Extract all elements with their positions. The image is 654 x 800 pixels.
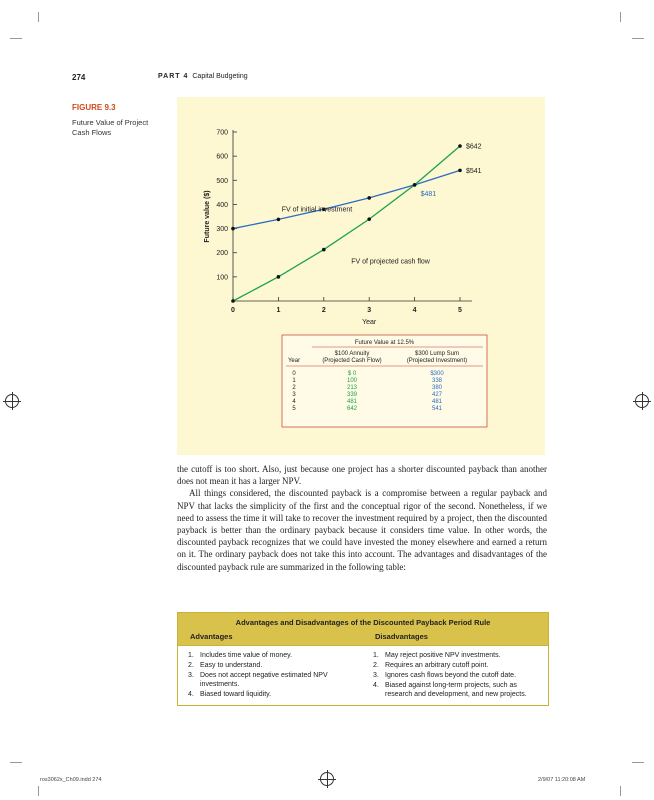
registration-mark-icon	[320, 772, 334, 786]
x-tick-label: 1	[276, 307, 281, 314]
table-cell-year: 3	[292, 392, 296, 398]
y-tick-label: 300	[216, 226, 228, 234]
disadvantage-item	[373, 652, 540, 661]
data-point	[413, 183, 417, 187]
y-tick-label: 600	[216, 153, 228, 161]
y-axis-label: Future value ($)	[204, 190, 211, 243]
item-number: 2.	[188, 662, 194, 670]
item-number: 1.	[373, 652, 379, 659]
table-cell-annuity: 100	[346, 378, 358, 384]
figure-caption: Future Value of Project Cash Flows	[72, 118, 149, 137]
data-point	[277, 275, 281, 279]
value-table-title: Future Value at 12.5%	[354, 340, 415, 346]
crop-mark	[38, 12, 39, 22]
series-label-initial-investment: FV of initial investment	[281, 206, 353, 214]
page-number: 274	[72, 73, 86, 82]
footer-date: 2/9/07 11:20:08 AM	[538, 777, 586, 783]
data-point	[458, 144, 462, 148]
crop-mark	[620, 12, 621, 22]
data-point	[322, 248, 326, 252]
table-cell-lump: 427	[431, 392, 443, 398]
item-text: Easy to understand.	[200, 662, 263, 670]
table-cell-lump: 481	[431, 399, 443, 405]
x-tick-label: 3	[367, 307, 372, 314]
running-header	[158, 73, 248, 80]
disadvantages-heading: Disadvantages	[375, 632, 428, 641]
x-axis-label: Year	[362, 319, 377, 326]
table-title: Advantages and Disadvantages of the Discounted Payback Period Rule	[178, 613, 548, 630]
x-tick-label: 5	[458, 307, 462, 314]
crop-mark	[10, 762, 22, 763]
advantage-item	[188, 662, 355, 671]
paragraph: the cutoff is too short. Also, just because one project has a shorter discounted payback than another does not mean it has a larger NPV.	[177, 464, 547, 487]
column-header-annuity: $100 Annuity	[334, 351, 370, 357]
table-cell-lump: 541	[431, 406, 443, 412]
table-cell-annuity: 339	[346, 392, 358, 398]
item-text: Biased toward liquidity.	[200, 690, 272, 698]
advantage-item	[188, 691, 355, 700]
footer-file: ros3062x_Ch09.indd 274	[40, 777, 102, 783]
table-cell-annuity: 481	[346, 399, 358, 405]
advantages-list	[178, 652, 363, 701]
column-subheader-annuity: (Projected Cash Flow)	[322, 358, 382, 364]
table-cell-year: 4	[292, 399, 296, 405]
figure-panel	[177, 97, 545, 455]
table-header	[178, 630, 548, 646]
table-cell-year: 1	[292, 378, 296, 384]
item-number: 3.	[373, 672, 379, 680]
advantage-item	[188, 672, 355, 689]
series-line-cash-flow	[233, 146, 460, 301]
crop-mark	[10, 38, 22, 39]
x-tick-label: 2	[321, 307, 326, 314]
table-cell-year: 0	[292, 371, 296, 377]
advantages-heading: Advantages	[190, 632, 233, 641]
item-number: 3.	[188, 672, 194, 680]
series-label-cash-flow: FV of projected cash flow	[351, 258, 430, 266]
crossover-label: $481	[420, 190, 437, 198]
end-value-label-cash-flow: $642	[466, 143, 482, 151]
item-text: Ignores cash flows beyond the cutoff date.	[385, 672, 517, 680]
part-label: PART 4	[158, 73, 189, 80]
paragraph: All things considered, the discounted payback is a compromise between a regular payback and NPV that lacks the simplicity of the first and the conceptual rigor of the second. Nonetheless, if we need to assess the time it will take to recover the investment required by a project, then the discounted payback is better than the ordinary payback because it considers time value. In other words, the discounted payback recognizes that we could have invested the money elsewhere and earned a return on it. The ordinary payback does not take this into account. The advantages and disadvantages of the discounted payback rule are summarized in the following table:	[177, 488, 547, 572]
body-text	[177, 463, 547, 573]
data-point	[277, 218, 281, 222]
crop-mark	[38, 786, 39, 796]
table-cell-year: 2	[292, 385, 296, 391]
item-number: 2.	[373, 662, 379, 670]
table-cell-year: 5	[292, 406, 296, 412]
data-point	[231, 227, 235, 231]
y-tick-label: 200	[216, 250, 228, 258]
series-line-initial-investment	[233, 170, 460, 228]
item-text: Includes time value of money.	[200, 652, 293, 659]
crop-mark	[632, 38, 644, 39]
table-cell-lump: $300	[430, 371, 444, 377]
table-cell-annuity: $ 0	[347, 371, 357, 377]
column-header-lump: $300 Lump Sum	[414, 351, 460, 357]
item-text: Does not accept negative estimated NPV investments.	[200, 672, 328, 688]
disadvantage-item	[373, 662, 540, 671]
table-cell-annuity: 642	[346, 406, 358, 412]
data-point	[367, 217, 371, 221]
figure-label: FIGURE 9.3	[72, 103, 116, 112]
column-header-year: Year	[287, 358, 301, 364]
y-tick-label: 500	[216, 177, 228, 185]
y-tick-label: 700	[216, 129, 228, 137]
item-number: 4.	[373, 682, 379, 690]
advantage-item	[188, 652, 355, 661]
item-number: 1.	[188, 652, 194, 659]
table-cell-lump: 338	[431, 378, 443, 384]
table-cell-annuity: 213	[346, 385, 358, 391]
table-body	[178, 646, 548, 705]
item-text: May reject positive NPV investments.	[385, 652, 501, 659]
crop-mark	[620, 786, 621, 796]
item-text: Requires an arbitrary cutoff point.	[385, 662, 489, 670]
crop-mark	[632, 762, 644, 763]
disadvantage-item	[373, 682, 540, 699]
future-value-chart	[177, 97, 545, 455]
value-table-frame	[282, 335, 487, 427]
data-point	[458, 169, 462, 173]
item-number: 4.	[188, 690, 194, 698]
y-tick-label: 400	[216, 201, 228, 209]
registration-mark-icon	[5, 394, 19, 408]
y-tick-label: 100	[216, 274, 228, 282]
table-cell-lump: 380	[431, 385, 443, 391]
advantages-table	[177, 612, 549, 706]
x-tick-label: 4	[412, 307, 417, 314]
disadvantage-item	[373, 672, 540, 681]
data-point	[367, 196, 371, 200]
registration-mark-icon	[635, 394, 649, 408]
x-tick-label: 0	[231, 307, 235, 314]
part-title: Capital Budgeting	[192, 73, 248, 80]
column-subheader-lump: (Projected Investment)	[406, 358, 468, 364]
disadvantages-list	[363, 652, 548, 701]
data-point	[231, 299, 235, 303]
item-text: Biased against long-term projects, such as research and development, and new projects.	[385, 682, 527, 698]
end-value-label-initial-investment: $541	[466, 167, 482, 175]
